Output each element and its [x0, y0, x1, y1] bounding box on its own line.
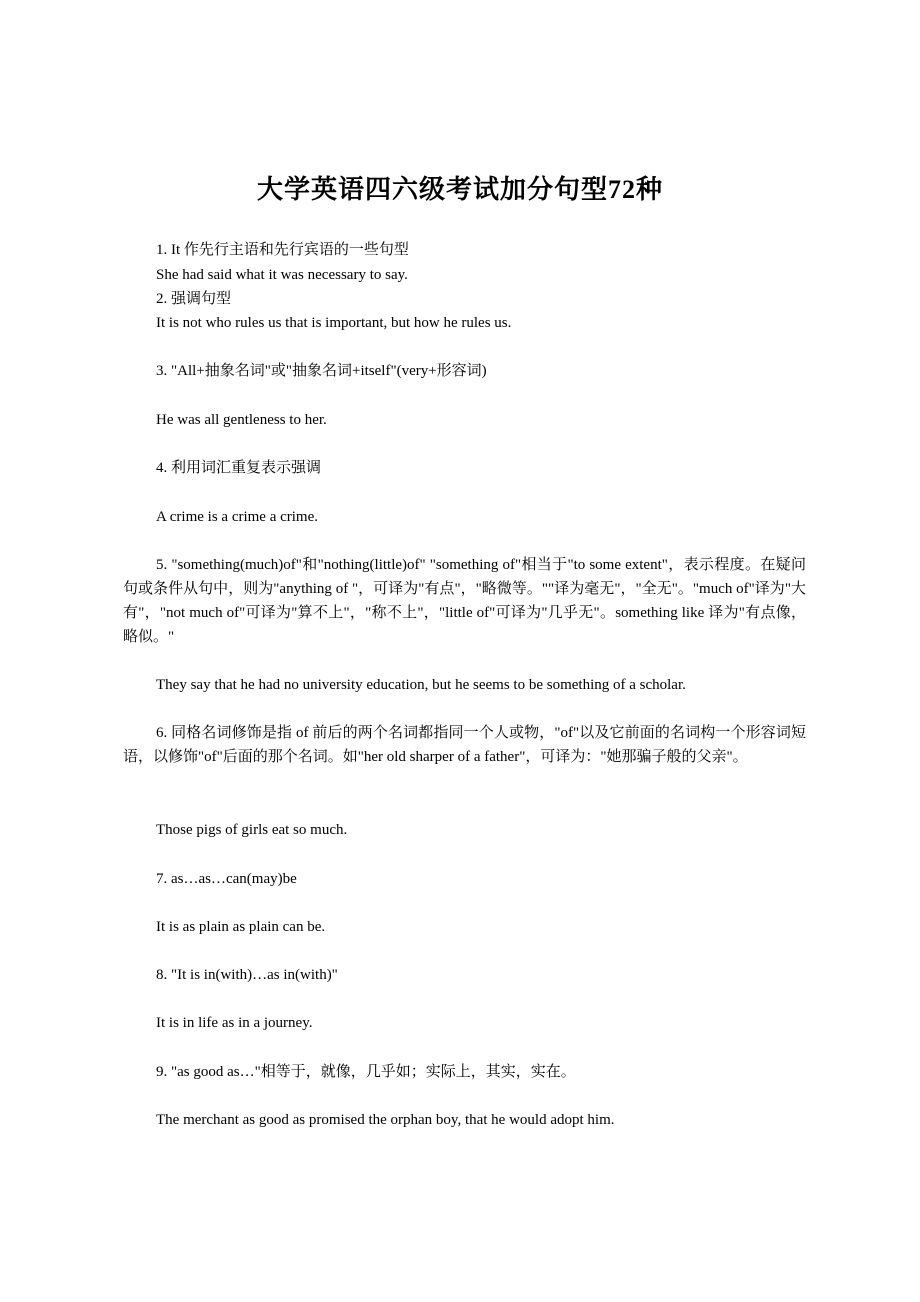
- item-7-example: It is as plain as plain can be.: [156, 919, 326, 935]
- item-3-heading: 3. "All+抽象名词"或"抽象名词+itself"(very+形容词): [156, 363, 487, 379]
- item-7-heading: 7. as…as…can(may)be: [156, 871, 297, 887]
- item-3-example: He was all gentleness to her.: [156, 412, 327, 428]
- item-5-heading: 5. "something(much)of"和"nothing(little)of" "something of"相当于"to some extent"，表示程度。在疑问句或条件从句中，则为"anything of "，可译为"有点"，"略微等。""译为毫无"，"全无"。"much of"译为"大有"，"not much of"可译为"算不上"，"称不上"，"little of"可译为"几乎无"。something like 译为"有点像，略似。": [123, 557, 806, 645]
- item-2-heading: 2. 强调句型: [156, 291, 232, 307]
- item-9-heading: 9. "as good as…"相等于，就像，几乎如；实际上，其实，实在。: [156, 1064, 576, 1080]
- item-8-example: It is in life as in a journey.: [156, 1015, 313, 1031]
- item-4-example: A crime is a crime a crime.: [156, 509, 319, 525]
- item-2-example: It is not who rules us that is important, but how he rules us.: [156, 315, 512, 331]
- item-1-example: She had said what it was necessary to say.: [156, 267, 408, 283]
- item-1-heading: 1. It 作先行主语和先行宾语的一些句型: [156, 242, 409, 258]
- item-6-example: Those pigs of girls eat so much.: [156, 822, 348, 838]
- document-title: 大学英语四六级考试加分句型72种: [256, 175, 663, 204]
- item-4-heading: 4. 利用词汇重复表示强调: [156, 460, 322, 476]
- item-5-example: They say that he had no university education, but he seems to be something of a scholar.: [156, 677, 686, 693]
- item-6-heading: 6. 同格名词修饰是指 of 前后的两个名词都指同一个人或物，"of"以及它前面的名词构一个形容词短语，以修饰"of"后面的那个名词。如"her old sharper of a father"，可译为："她那骗子般的父亲"。: [123, 725, 806, 765]
- item-9-example: The merchant as good as promised the orphan boy, that he would adopt him.: [156, 1112, 615, 1128]
- item-8-heading: 8. "It is in(with)…as in(with)": [156, 967, 338, 983]
